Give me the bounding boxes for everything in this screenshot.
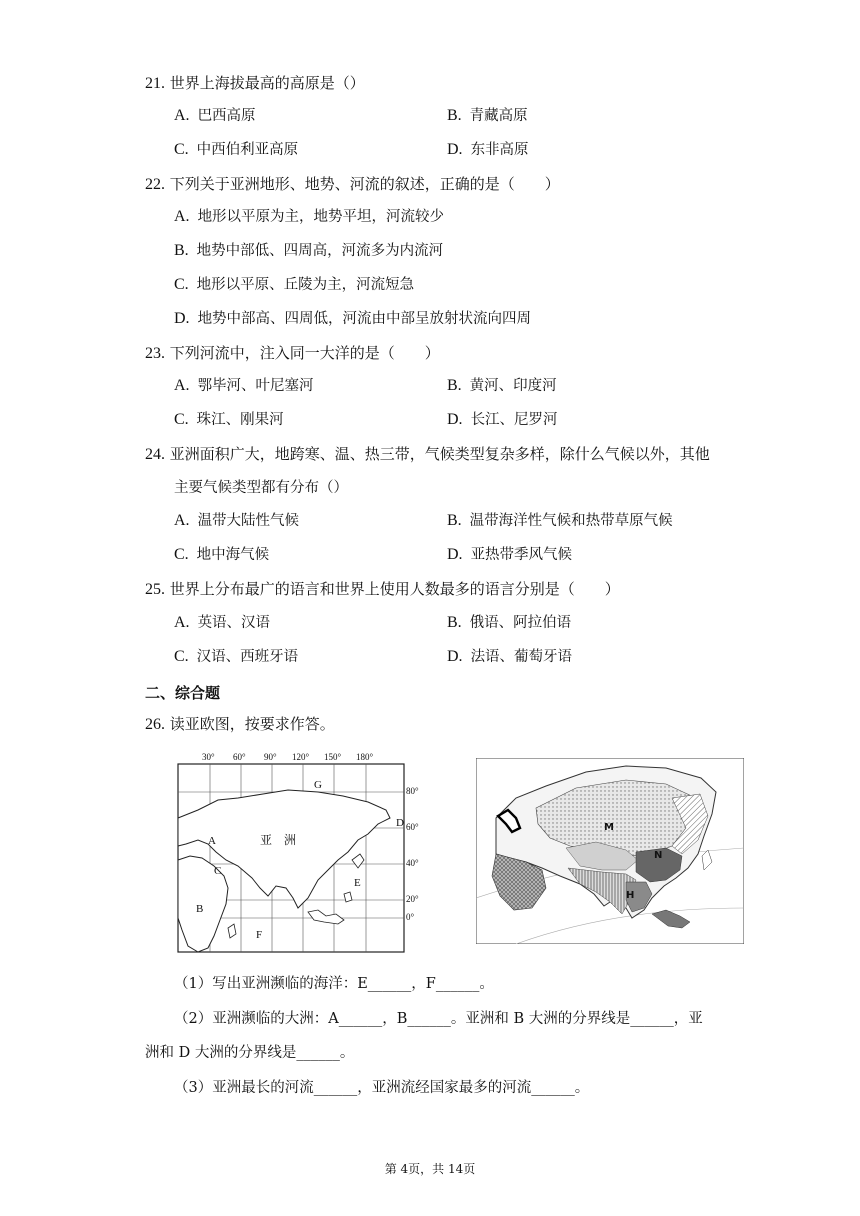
option-d[interactable] (447, 647, 572, 667)
option-text: 青藏高原 (469, 108, 528, 124)
question-23 (145, 343, 440, 364)
sub-question-1: （1）写出亚洲濒临的海洋：E______，F______。 (174, 976, 494, 992)
question-stem: 亚洲面积广大，地跨寒、温、热三带，气候类型复杂多样，除什么气候以外，其他 (169, 445, 710, 463)
option-label: D. (174, 310, 190, 327)
question-stem: 下列关于亚洲地形、地势、河流的叙述，正确的是（ ） (169, 175, 560, 193)
option-a[interactable] (174, 613, 270, 633)
region-label-d: D (396, 817, 404, 829)
option-text: 东非高原 (470, 142, 529, 158)
option-label: B. (174, 242, 189, 259)
option-d[interactable] (447, 545, 572, 565)
option-text: 汉语、西班牙语 (196, 649, 299, 665)
question-number: 22. (145, 176, 165, 193)
question-number: 23. (145, 345, 165, 362)
option-label: B. (447, 377, 462, 394)
question-stem-continued: 主要气候类型都有分布（） (174, 480, 348, 496)
region-label-f: F (256, 929, 263, 941)
option-text: 巴西高原 (197, 108, 256, 124)
option-b[interactable] (447, 511, 673, 531)
question-stem: 读亚欧图，按要求作答。 (169, 715, 335, 733)
question-21 (145, 73, 365, 94)
option-text: 英语、汉语 (197, 615, 271, 631)
region-label-g: G (314, 779, 322, 791)
sub-question-2: （2）亚洲濒临的大洲：A______，B______。亚洲和 B 大洲的分界线是______，亚 (174, 1011, 703, 1027)
lat-label: 40° (406, 858, 419, 868)
lon-label: 90° (264, 752, 277, 762)
lon-label: 120° (292, 752, 310, 762)
option-d[interactable] (174, 309, 531, 329)
region-label-n: N (654, 850, 663, 861)
lon-label: 30° (202, 752, 215, 762)
question-stem: 世界上海拔最高的高原是（） (169, 74, 365, 92)
lat-label: 80° (406, 786, 419, 796)
option-text: 俄语、阿拉伯语 (469, 615, 572, 631)
option-c[interactable] (174, 647, 298, 667)
question-number: 24. (145, 446, 165, 463)
option-text: 地势中部低、四周高，河流多为内流河 (196, 243, 444, 259)
option-c[interactable] (174, 140, 298, 160)
option-a[interactable] (174, 511, 299, 531)
section-title: 二、综合题 (145, 684, 221, 702)
option-label: D. (447, 648, 463, 665)
option-a[interactable] (174, 207, 444, 227)
option-label: C. (174, 546, 189, 563)
option-b[interactable] (447, 613, 571, 633)
option-label: C. (174, 648, 189, 665)
lat-label: 20° (406, 894, 419, 904)
option-text: 地中海气候 (196, 547, 270, 563)
asia-grid-map (168, 748, 430, 956)
page-footer: 第 4页，共 14页 (384, 1162, 476, 1176)
option-text: 法语、葡萄牙语 (470, 649, 573, 665)
question-stem: 世界上分布最广的语言和世界上使用人数最多的语言分别是（ ） (169, 580, 620, 598)
question-22 (145, 174, 560, 195)
option-d[interactable] (447, 410, 558, 430)
sub-question-3: （3）亚洲最长的河流______，亚洲流经国家最多的河流______。 (174, 1080, 590, 1096)
option-label: B. (447, 614, 462, 631)
sub-question-2-continued: 洲和 D 大洲的分界线是______。 (145, 1045, 355, 1061)
option-label: A. (174, 107, 190, 124)
option-label: D. (447, 141, 463, 158)
option-text: 中西伯利亚高原 (196, 142, 299, 158)
option-b[interactable] (447, 376, 557, 396)
region-label-e: E (354, 877, 361, 889)
option-text: 黄河、印度河 (469, 378, 557, 394)
option-label: B. (447, 107, 462, 124)
option-c[interactable] (174, 410, 284, 430)
option-c[interactable] (174, 545, 269, 565)
option-text: 温带海洋性气候和热带草原气候 (469, 513, 673, 529)
option-text: 鄂毕河、叶尼塞河 (197, 378, 314, 394)
lat-label: 0° (406, 912, 415, 922)
option-a[interactable] (174, 376, 314, 396)
option-label: C. (174, 411, 189, 428)
question-25 (145, 579, 620, 600)
option-text: 地形以平原、丘陵为主，河流短急 (196, 277, 415, 293)
option-text: 珠江、刚果河 (196, 412, 284, 428)
question-stem: 下列河流中，注入同一大洋的是（ ） (169, 344, 440, 362)
option-text: 地势中部高、四周低，河流由中部呈放射状流向四周 (197, 311, 532, 327)
option-label: C. (174, 276, 189, 293)
option-label: A. (174, 614, 190, 631)
lon-label: 60° (233, 752, 246, 762)
region-label-asia: 亚 洲 (260, 833, 297, 847)
option-text: 温带大陆性气候 (197, 513, 300, 529)
option-label: C. (174, 141, 189, 158)
region-label-b: B (196, 903, 204, 915)
question-26 (145, 714, 335, 735)
option-label: D. (447, 546, 463, 563)
option-label: A. (174, 512, 190, 529)
question-24 (145, 444, 710, 465)
lon-label: 150° (324, 752, 342, 762)
question-number: 25. (145, 581, 165, 598)
option-label: A. (174, 377, 190, 394)
asia-shaded-map (476, 758, 744, 944)
option-b[interactable] (174, 241, 443, 261)
region-label-a: A (208, 835, 216, 847)
option-text: 地形以平原为主，地势平坦，河流较少 (197, 209, 445, 225)
option-d[interactable] (447, 140, 529, 160)
option-label: B. (447, 512, 462, 529)
option-label: D. (447, 411, 463, 428)
option-text: 亚热带季风气候 (470, 547, 573, 563)
region-label-m: M (604, 822, 614, 833)
option-a[interactable] (174, 106, 256, 126)
option-c[interactable] (174, 275, 414, 295)
question-number: 21. (145, 75, 165, 92)
question-number: 26. (145, 716, 165, 733)
region-label-c: C (214, 865, 222, 877)
option-b[interactable] (447, 106, 528, 126)
region-label-h: H (626, 890, 635, 901)
option-label: A. (174, 208, 190, 225)
lon-label: 180° (356, 752, 374, 762)
option-text: 长江、尼罗河 (470, 412, 558, 428)
lat-label: 60° (406, 822, 419, 832)
